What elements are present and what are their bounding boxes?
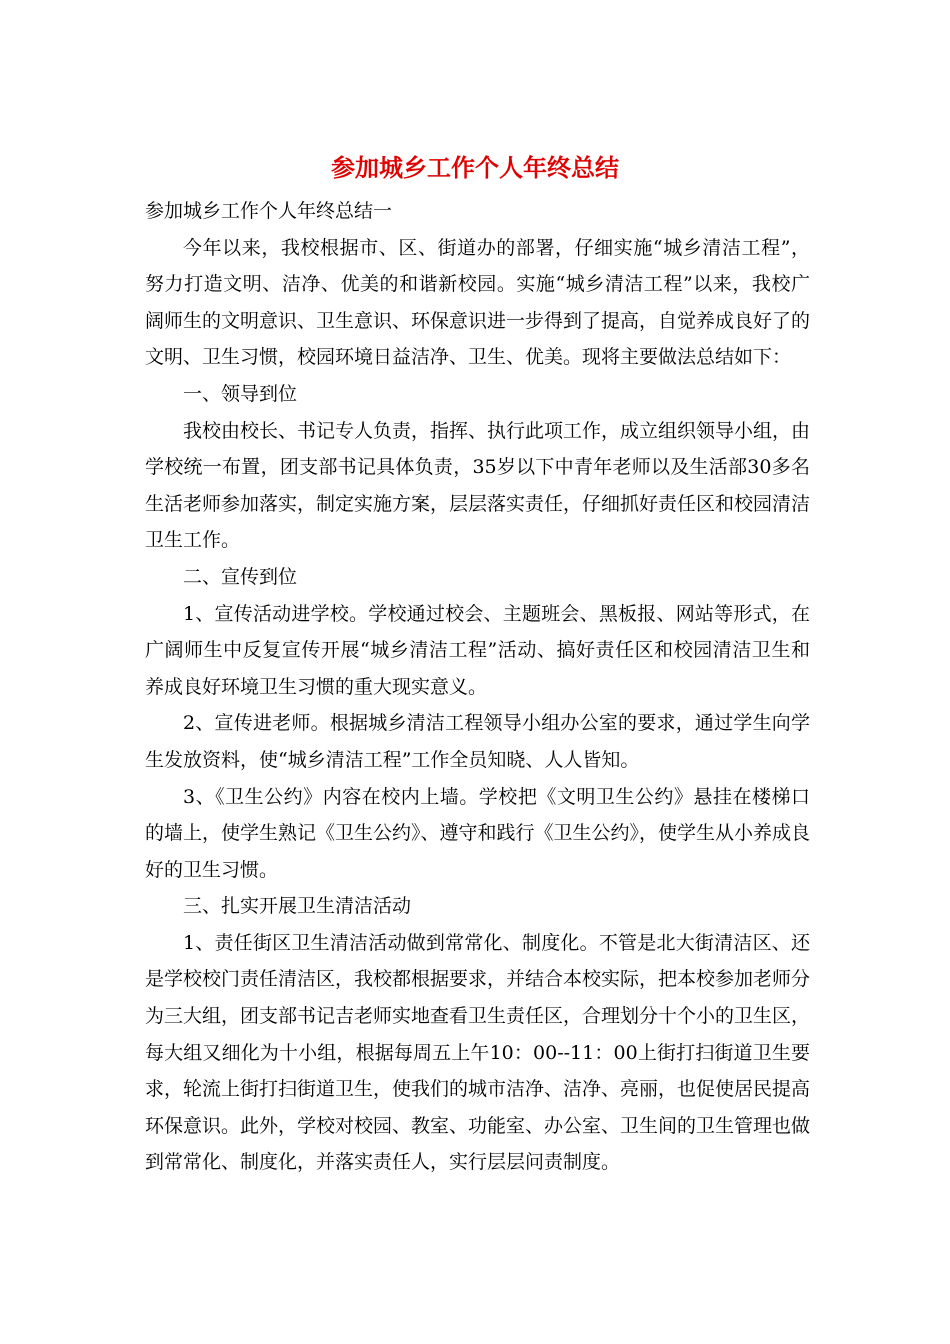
paragraph-publicity-3: 3、《卫生公约》内容在校内上墙。学校把《文明卫生公约》悬挂在楼梯口的墙上，使学生熟记《卫生公约》、遵守和践行《卫生公约》，使学生从小养成良好的卫生习惯。 — [145, 785, 811, 881]
section-heading-leadership: 一、领导到位 — [183, 382, 298, 405]
paragraph-publicity-1: 1、宣传活动进学校。学校通过校会、主题班会、黑板报、网站等形式，在广阔师生中反复宣传开展“城乡清洁工程”活动、搞好责任区和校园清洁卫生和养成良好环境卫生习惯的重大现实意义。 — [145, 602, 810, 698]
paragraph-cleaning-1: 1、责任街区卫生清洁活动做到常常化、制度化。不管是北大街清洁区、还是学校校门责任清洁区，我校都根据要求，并结合本校实际，把本校参加老师分为三大组，团支部书记吉老师实地查看卫生责任区，合理划分十个小的卫生区，每大组又细化为十小组，根据每周五上午10：00--11：00上街打扫街道卫生要求，轮流上街打扫街道卫生，使我们的城市洁净、洁净、亮丽，也促使居民提高环保意识。此外，学校对校园、教室、功能室、办公室、卫生间的卫生管理也做到常常化、制度化，并落实责任人，实行层层问责制度。 — [145, 931, 811, 1174]
section-heading-publicity: 二、宣传到位 — [183, 565, 298, 588]
paragraph-intro: 今年以来，我校根据市、区、街道办的部署，仔细实施“城乡清洁工程”，努力打造文明、洁净、优美的和谐新校园。实施“城乡清洁工程”以来，我校广阔师生的文明意识、卫生意识、环保意识进一步得到了提高，自觉养成良好了的文明、卫生习惯，校园环境日益洁净、卫生、优美。现将主要做法总结如下： — [145, 236, 811, 369]
paragraph-publicity-2: 2、宣传进老师。根据城乡清洁工程领导小组办公室的要求，通过学生向学生发放资料，使“城乡清洁工程”工作全员知晓、人人皆知。 — [145, 712, 810, 771]
document-title: 参加城乡工作个人年终总结 — [331, 153, 619, 182]
document-body — [145, 193, 810, 1181]
document-subtitle: 参加城乡工作个人年终总结一 — [145, 200, 393, 222]
paragraph-leadership: 我校由校长、书记专人负责，指挥、执行此项工作，成立组织领导小组，由学校统一布置，团支部书记具体负责，35岁以下中青年老师以及生活部30多名生活老师参加落实，制定实施方案，层层落实责任，仔细抓好责任区和校园清洁卫生工作。 — [145, 419, 811, 552]
section-heading-cleaning: 三、扎实开展卫生清洁活动 — [183, 895, 412, 918]
